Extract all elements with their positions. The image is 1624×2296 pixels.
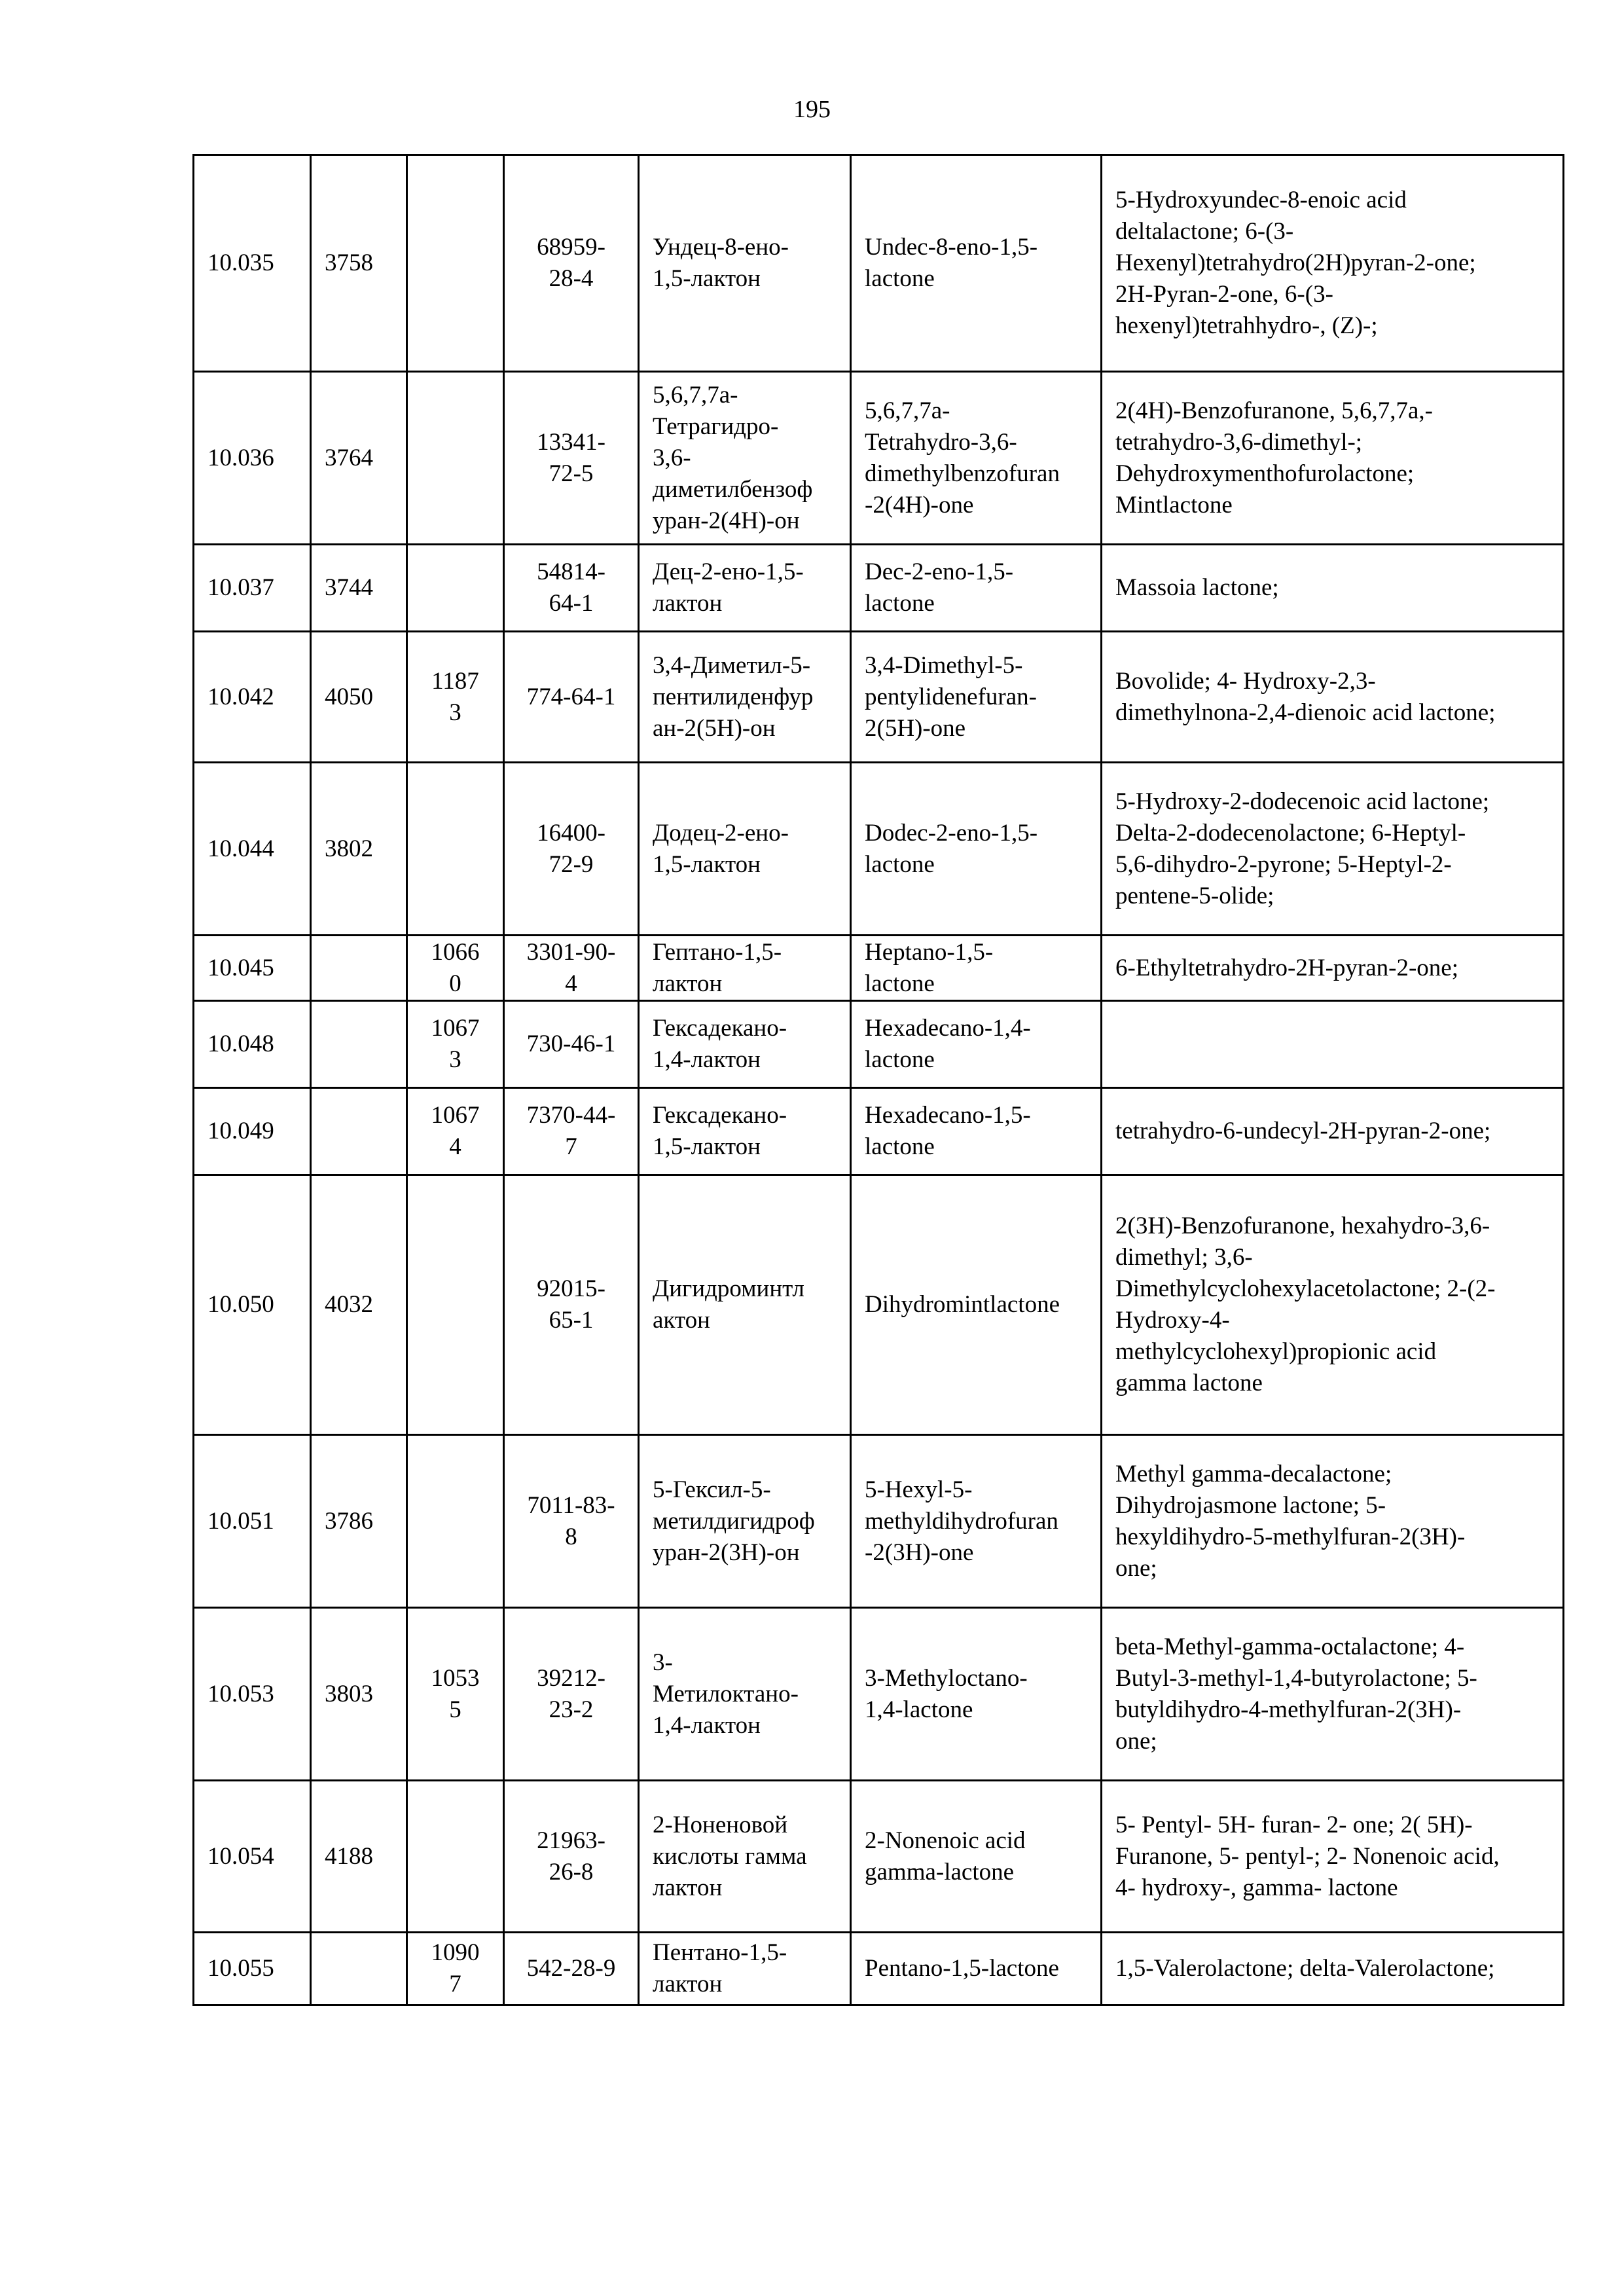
- name-ru-line: 3,4-Диметил-5-: [653, 651, 811, 679]
- name-en-line: Hexadecano-1,5-: [865, 1102, 1031, 1129]
- table-row: [194, 1608, 1564, 1781]
- name-ru-line: 1,5-лактон: [653, 1133, 761, 1160]
- synonyms-cell: [1102, 936, 1564, 1001]
- synonyms-cell: [1102, 372, 1564, 545]
- jecfa-number-cell: [311, 1933, 407, 2005]
- coe-number-cell: [407, 1088, 504, 1175]
- name-en-line: gamma-lactone: [865, 1858, 1015, 1886]
- name-en-line: Dec-2-eno-1,5-: [865, 558, 1014, 585]
- jecfa-number-cell: 3786: [311, 1435, 407, 1608]
- table-row: [194, 1175, 1564, 1435]
- cas-number-line: 8: [565, 1523, 577, 1550]
- synonyms-line: Mintlactone: [1115, 491, 1233, 519]
- synonyms-line: Dihydrojasmone lactone; 5-: [1115, 1491, 1386, 1519]
- fl-number-cell: 10.037: [194, 545, 311, 632]
- cas-number-line: 7: [565, 1133, 577, 1160]
- synonyms-cell: [1102, 632, 1564, 763]
- name-en-line: lactone: [865, 1133, 935, 1160]
- cas-number-line: 64-1: [549, 590, 594, 617]
- name-en-line: Tetrahydro-3,6-: [865, 428, 1017, 456]
- cas-number-line: 7370-44-: [526, 1102, 616, 1129]
- jecfa-number-cell: 3744: [311, 545, 407, 632]
- name-ru-cell: [639, 1608, 851, 1781]
- name-ru-line: 5-Гексил-5-: [653, 1476, 771, 1503]
- name-en-line: methyldihydrofuran: [865, 1507, 1058, 1535]
- jecfa-number-cell: [311, 1001, 407, 1088]
- synonyms-line: 6-Ethyltetrahydro-2H-pyran-2-one;: [1115, 954, 1458, 981]
- name-en-line: dimethylbenzofuran: [865, 460, 1060, 487]
- coe-number-cell: [407, 1933, 504, 2005]
- name-ru-cell: [639, 1435, 851, 1608]
- coe-number-cell: [407, 632, 504, 763]
- name-ru-line: Пентано-1,5-: [653, 1939, 787, 1966]
- synonyms-cell: [1102, 1933, 1564, 2005]
- jecfa-number-cell: [311, 936, 407, 1001]
- cas-number-line: 23-2: [549, 1696, 594, 1723]
- name-en-cell: [851, 1781, 1102, 1933]
- name-en-line: lactone: [865, 1046, 935, 1073]
- table-row: [194, 1088, 1564, 1175]
- coe-number-line: 0: [449, 970, 461, 997]
- synonyms-line: Hexenyl)tetrahydro(2H)pyran-2-one;: [1115, 249, 1476, 276]
- name-en-cell: [851, 545, 1102, 632]
- synonyms-line: dimethyl; 3,6-: [1115, 1244, 1253, 1271]
- coe-number-cell: [407, 545, 504, 632]
- synonyms-line: Butyl-3-methyl-1,4-butyrolactone; 5-: [1115, 1664, 1477, 1692]
- synonyms-cell: [1102, 1175, 1564, 1435]
- name-ru-cell: [639, 372, 851, 545]
- fl-number-cell: 10.053: [194, 1608, 311, 1781]
- cas-number-line: 3301-90-: [526, 938, 616, 966]
- synonyms-line: hexyldihydro-5-methylfuran-2(3H)-: [1115, 1523, 1466, 1550]
- coe-number-line: 1067: [431, 1102, 480, 1129]
- coe-number-cell: [407, 1175, 504, 1435]
- jecfa-number-cell: 4032: [311, 1175, 407, 1435]
- synonyms-line: dimethylnona-2,4-dienoic acid lactone;: [1115, 699, 1496, 726]
- name-ru-cell: [639, 1933, 851, 2005]
- coe-number-line: 3: [449, 699, 461, 726]
- name-ru-line: лактон: [653, 590, 723, 617]
- synonyms-line: Hydroxy-4-: [1115, 1307, 1230, 1334]
- table-body: [194, 155, 1564, 2005]
- name-ru-line: уран-2(4Н)-он: [653, 507, 800, 534]
- jecfa-number-cell: [311, 1088, 407, 1175]
- cas-number-line: 16400-: [537, 819, 605, 847]
- table-row: [194, 936, 1564, 1001]
- name-en-cell: [851, 1435, 1102, 1608]
- synonyms-line: 4- hydroxy-, gamma- lactone: [1115, 1874, 1398, 1901]
- name-ru-line: Тетрагидро-: [653, 412, 779, 440]
- synonyms-cell: [1102, 1435, 1564, 1608]
- synonyms-line: 5-Hydroxyundec-8-enoic acid: [1115, 187, 1407, 213]
- synonyms-line: beta-Methyl-gamma-octalactone; 4-: [1115, 1633, 1465, 1660]
- table-row: [194, 632, 1564, 763]
- coe-number-line: 1187: [431, 667, 479, 695]
- coe-number-cell: [407, 763, 504, 936]
- name-en-cell: [851, 1088, 1102, 1175]
- cas-number-line: 542-28-9: [526, 1955, 616, 1982]
- name-en-line: 2-Nonenoic acid: [865, 1827, 1026, 1854]
- cas-number-cell: [504, 1435, 639, 1608]
- synonyms-line: Bovolide; 4- Hydroxy-2,3-: [1115, 667, 1376, 695]
- name-ru-cell: [639, 1001, 851, 1088]
- fl-number-cell: 10.055: [194, 1933, 311, 2005]
- name-en-line: Hexadecano-1,4-: [865, 1015, 1031, 1042]
- name-en-cell: [851, 1933, 1102, 2005]
- table-row: [194, 1435, 1564, 1608]
- name-en-line: pentylidenefuran-: [865, 683, 1037, 710]
- name-ru-line: лактон: [653, 970, 723, 997]
- coe-number-line: 1053: [431, 1664, 480, 1692]
- synonyms-line: Dimethylcyclohexylacetolactone; 2-(2-: [1115, 1275, 1496, 1302]
- name-ru-line: 3,6-: [653, 444, 691, 471]
- jecfa-number-cell: 3758: [311, 155, 407, 372]
- cas-number-line: 774-64-1: [526, 683, 616, 710]
- name-ru-line: метилдигидроф: [653, 1507, 815, 1535]
- name-en-line: Pentano-1,5-lactone: [865, 1955, 1059, 1982]
- name-ru-line: 1,4-лактон: [653, 1046, 761, 1073]
- name-ru-line: 3-: [653, 1649, 673, 1676]
- fl-number-cell: 10.045: [194, 936, 311, 1001]
- synonyms-cell: [1102, 545, 1564, 632]
- name-en-line: lactone: [865, 970, 935, 997]
- cas-number-cell: [504, 763, 639, 936]
- synonyms-line: 2H-Pyran-2-one, 6-(3-: [1115, 281, 1333, 308]
- synonyms-line: tetrahydro-6-undecyl-2H-pyran-2-one;: [1115, 1118, 1491, 1144]
- name-en-line: 3-Methyloctano-: [865, 1664, 1028, 1692]
- cas-number-cell: [504, 1001, 639, 1088]
- cas-number-cell: [504, 155, 639, 372]
- name-ru-line: актон: [653, 1307, 710, 1334]
- name-ru-cell: [639, 1781, 851, 1933]
- cas-number-line: 72-9: [549, 850, 594, 878]
- coe-number-cell: [407, 1781, 504, 1933]
- name-ru-cell: [639, 763, 851, 936]
- cas-number-line: 7011-83-: [527, 1491, 615, 1519]
- synonyms-line: methylcyclohexyl)propionic acid: [1115, 1338, 1437, 1365]
- cas-number-cell: [504, 1088, 639, 1175]
- name-ru-line: Ундец-8-ено-: [653, 234, 789, 261]
- cas-number-line: 92015-: [537, 1275, 605, 1302]
- cas-number-line: 65-1: [549, 1307, 594, 1334]
- synonyms-line: pentene-5-olide;: [1115, 882, 1274, 909]
- name-ru-line: лактон: [653, 1971, 723, 1997]
- coe-number-line: 5: [449, 1696, 461, 1723]
- name-en-cell: [851, 372, 1102, 545]
- synonyms-cell: [1102, 1608, 1564, 1781]
- name-ru-cell: [639, 936, 851, 1001]
- name-ru-line: лактон: [653, 1874, 723, 1901]
- synonyms-line: 5,6-dihydro-2-pyrone; 5-Heptyl-2-: [1115, 850, 1452, 878]
- cas-number-line: 730-46-1: [526, 1030, 616, 1057]
- coe-number-line: 1067: [431, 1015, 480, 1042]
- jecfa-number-cell: 3764: [311, 372, 407, 545]
- fl-number-cell: 10.044: [194, 763, 311, 936]
- cas-number-line: 72-5: [549, 460, 594, 487]
- synonyms-cell: [1102, 763, 1564, 936]
- synonyms-line: Delta-2-dodecenolactone; 6-Heptyl-: [1115, 819, 1466, 847]
- jecfa-number-cell: 3802: [311, 763, 407, 936]
- coe-number-line: 1066: [431, 938, 480, 966]
- cas-number-line: 21963-: [537, 1827, 605, 1854]
- synonyms-cell: [1102, 1781, 1564, 1933]
- name-en-line: -2(4H)-one: [865, 491, 974, 519]
- flavouring-table: [192, 154, 1564, 2006]
- cas-number-line: 54814-: [537, 558, 605, 585]
- synonyms-cell: [1102, 155, 1564, 372]
- name-ru-line: 1,4-лактон: [653, 1711, 761, 1739]
- coe-number-line: 3: [449, 1046, 461, 1073]
- name-en-cell: [851, 1175, 1102, 1435]
- name-ru-line: Гексадекано-: [653, 1102, 787, 1129]
- table-row: [194, 1001, 1564, 1088]
- table-row: [194, 372, 1564, 545]
- table-row: [194, 155, 1564, 372]
- cas-number-cell: [504, 1608, 639, 1781]
- cas-number-cell: [504, 632, 639, 763]
- synonyms-line: one;: [1115, 1554, 1157, 1582]
- fl-number-cell: 10.050: [194, 1175, 311, 1435]
- name-en-line: 2(5H)-one: [865, 714, 966, 742]
- coe-number-line: 7: [449, 1971, 461, 1997]
- fl-number-cell: 10.051: [194, 1435, 311, 1608]
- name-en-line: 5,6,7,7a-: [865, 397, 950, 424]
- fl-number-cell: 10.049: [194, 1088, 311, 1175]
- page-number: 195: [793, 96, 831, 123]
- jecfa-number-cell: 3803: [311, 1608, 407, 1781]
- name-ru-cell: [639, 1088, 851, 1175]
- cas-number-line: 28-4: [549, 265, 594, 292]
- synonyms-line: tetrahydro-3,6-dimethyl-;: [1115, 428, 1363, 456]
- name-en-cell: [851, 155, 1102, 372]
- coe-number-cell: [407, 936, 504, 1001]
- cas-number-cell: [504, 1781, 639, 1933]
- table-row: [194, 545, 1564, 632]
- fl-number-cell: 10.035: [194, 155, 311, 372]
- name-ru-line: ан-2(5Н)-он: [653, 714, 776, 742]
- synonyms-line: Massoia lactone;: [1115, 574, 1279, 601]
- name-ru-cell: [639, 155, 851, 372]
- synonyms-line: 2(4H)-Benzofuranone, 5,6,7,7a,-: [1115, 397, 1433, 424]
- fl-number-cell: 10.036: [194, 372, 311, 545]
- synonyms-line: hexenyl)tetrahhydro-, (Z)-;: [1115, 312, 1378, 339]
- coe-number-cell: [407, 155, 504, 372]
- name-ru-line: пентилиденфур: [653, 683, 814, 710]
- name-ru-cell: [639, 632, 851, 763]
- synonyms-line: deltalactone; 6-(3-: [1115, 218, 1294, 245]
- cas-number-cell: [504, 1933, 639, 2005]
- synonyms-line: Furanone, 5- pentyl-; 2- Nonenoic acid,: [1115, 1842, 1500, 1870]
- name-en-cell: [851, 632, 1102, 763]
- name-ru-cell: [639, 545, 851, 632]
- name-en-line: Dodec-2-eno-1,5-: [865, 819, 1038, 847]
- synonyms-line: one;: [1115, 1727, 1157, 1755]
- name-en-line: lactone: [865, 590, 935, 617]
- name-en-line: Dihydromintlactone: [865, 1291, 1060, 1318]
- name-en-line: 3,4-Dimethyl-5-: [865, 651, 1023, 679]
- name-en-line: lactone: [865, 265, 935, 292]
- name-en-line: Undec-8-eno-1,5-: [865, 234, 1038, 261]
- name-en-line: 5-Hexyl-5-: [865, 1476, 973, 1503]
- synonyms-line: Methyl gamma-decalactone;: [1115, 1460, 1392, 1487]
- name-en-cell: [851, 763, 1102, 936]
- coe-number-cell: [407, 1608, 504, 1781]
- name-ru-line: Додец-2-ено-: [653, 819, 789, 847]
- coe-number-cell: [407, 372, 504, 545]
- name-en-line: lactone: [865, 850, 935, 878]
- table-row: [194, 1933, 1564, 2005]
- fl-number-cell: 10.054: [194, 1781, 311, 1933]
- name-ru-line: диметилбензоф: [653, 475, 813, 503]
- name-ru-line: 2-Ноненовой: [653, 1811, 788, 1838]
- synonyms-line: 2(3H)-Benzofuranone, hexahydro-3,6-: [1115, 1212, 1490, 1239]
- name-ru-line: Гексадекано-: [653, 1015, 787, 1042]
- name-ru-line: Гептано-1,5-: [653, 938, 782, 966]
- name-ru-line: кислоты гамма: [653, 1842, 807, 1870]
- coe-number-line: 1090: [431, 1939, 480, 1966]
- name-en-cell: [851, 1001, 1102, 1088]
- synonyms-line: 1,5-Valerolactone; delta-Valerolactone;: [1115, 1955, 1495, 1982]
- cas-number-cell: [504, 936, 639, 1001]
- name-en-line: Heptano-1,5-: [865, 938, 994, 966]
- cas-number-cell: [504, 1175, 639, 1435]
- fl-number-cell: 10.048: [194, 1001, 311, 1088]
- synonyms-line: 5- Pentyl- 5H- furan- 2- one; 2( 5H)-: [1115, 1811, 1473, 1838]
- cas-number-line: 13341-: [537, 428, 605, 456]
- name-ru-line: 1,5-лактон: [653, 850, 761, 878]
- cas-number-line: 4: [565, 970, 577, 997]
- table-row: [194, 763, 1564, 936]
- synonyms-line: Dehydroxymenthofurolactone;: [1115, 460, 1415, 487]
- cas-number-line: 68959-: [537, 234, 605, 261]
- name-ru-cell: [639, 1175, 851, 1435]
- name-ru-line: Дигидроминтл: [653, 1275, 804, 1302]
- synonyms-line: butyldihydro-4-methylfuran-2(3H)-: [1115, 1696, 1462, 1723]
- cas-number-cell: [504, 545, 639, 632]
- synonyms-cell: [1102, 1001, 1564, 1088]
- name-en-line: -2(3H)-one: [865, 1539, 974, 1566]
- fl-number-cell: 10.042: [194, 632, 311, 763]
- coe-number-cell: [407, 1435, 504, 1608]
- jecfa-number-cell: 4050: [311, 632, 407, 763]
- synonyms-cell: [1102, 1088, 1564, 1175]
- coe-number-line: 4: [449, 1133, 461, 1160]
- name-en-cell: [851, 1608, 1102, 1781]
- cas-number-line: 26-8: [549, 1858, 594, 1886]
- name-ru-line: 1,5-лактон: [653, 265, 761, 292]
- coe-number-cell: [407, 1001, 504, 1088]
- name-ru-line: уран-2(3Н)-он: [653, 1539, 800, 1566]
- name-en-cell: [851, 936, 1102, 1001]
- name-ru-line: Метилоктано-: [653, 1680, 799, 1707]
- table-row: [194, 1781, 1564, 1933]
- cas-number-cell: [504, 372, 639, 545]
- name-en-line: 1,4-lactone: [865, 1696, 973, 1723]
- name-ru-line: 5,6,7,7a-: [653, 381, 738, 409]
- name-ru-line: Дец-2-ено-1,5-: [653, 558, 804, 585]
- jecfa-number-cell: 4188: [311, 1781, 407, 1933]
- synonyms-line: 5-Hydroxy-2-dodecenoic acid lactone;: [1115, 788, 1490, 815]
- cas-number-line: 39212-: [537, 1664, 605, 1692]
- synonyms-line: gamma lactone: [1115, 1370, 1263, 1396]
